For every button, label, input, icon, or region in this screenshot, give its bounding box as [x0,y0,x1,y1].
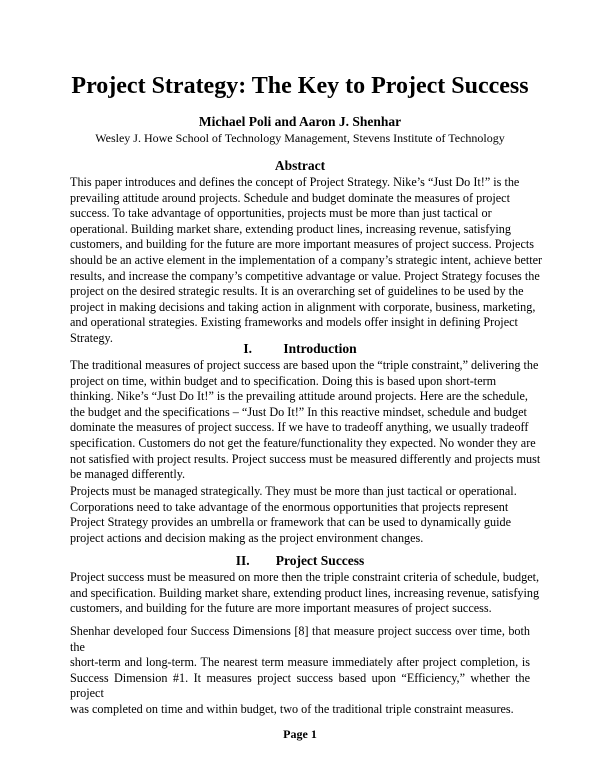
text-line: project in making decisions and taking action in alignment with corporate, business, marketing, [70,299,536,314]
text-line: dominate the measures of project success. If we have to tradeoff anything, we usually tradeoff [70,420,529,435]
section-title: Introduction [283,341,357,356]
text-line: results, and increase the company’s competitive advantage or value. Project Strategy focuses the [70,268,540,283]
paper-affiliation: Wesley J. Howe School of Technology Management, Stevens Institute of Technology [95,131,505,145]
text-line: specification. Customers do not get the feature/functionality they expected. No wonder they are [70,435,536,450]
text-line: success. To take advantage of opportunities, projects must be more than just tactical or [70,206,492,221]
page-number: Page 1 [283,727,317,741]
abstract-heading: Abstract [274,158,326,173]
section-heading-project-success [0,553,600,569]
text-line: Shenhar developed four Success Dimensions [8] that measure project success over time, both the [70,624,530,654]
text-line: thinking. Nike’s “Just Do It!” is the prevailing attitude around projects. Here are the schedule, [70,389,528,404]
section-number: I. [243,341,252,356]
text-line: should be an active element in the implementation of a company’s strategic intent, achieve better [70,252,543,267]
text-line: be managed differently. [70,467,186,482]
project-success-paragraph-2 [70,624,530,718]
text-line: Success Dimension #1. It measures project success based upon “Efficiency,” whether the project [70,670,530,701]
introduction-paragraph-1 [70,358,541,483]
text-line: This paper introduces and defines the concept of Project Strategy. Nike’s “Just Do It!” is the [70,175,520,189]
section-heading-introduction [0,341,600,357]
text-line: not satisfied with project results. Project success must be measured differently and projects must [70,451,541,466]
text-line: project on time, within budget and to specification. Doing this is based upon short-term [70,373,497,388]
text-line: short-term and long-term. The nearest term measure immediately after project completion, is [70,655,530,670]
text-line: The traditional measures of project success are based upon the “triple constraint,” delivering the [70,358,539,372]
text-line: Project Strategy provides an umbrella or framework that can be used to dynamically guide [70,515,511,530]
project-success-paragraph-1 [70,570,540,617]
text-line: and specification. Building market share, extending product lines, increasing revenue, satisfying [70,585,540,600]
section-title: Project Success [275,553,365,568]
introduction-paragraph-2 [70,484,530,546]
text-line: prevailing attitude around projects. Schedule and budget dominate the measures of project [70,190,510,205]
abstract-paragraph [70,175,543,347]
text-line: customers, and building for the future are more important measures of project success. Projects [70,237,534,252]
text-line: was completed on time and within budget, two of the traditional triple constraint measures. [70,701,514,716]
paper-title: Project Strategy: The Key to Project Success [71,73,529,99]
text-line: customers, and building for the future are more important measures of project success. [70,601,492,616]
text-line: project actions and decision making as the project environment changes. [70,530,424,545]
text-line: the budget and the specifications – “Just Do It!” In this reactive mindset, schedule and budget [70,404,527,419]
text-line: Project success must be measured on more then the triple constraint criteria of schedule, budget, [70,570,540,584]
text-line: and operational strategies. Existing frameworks and models offer insight in defining Project [70,315,518,330]
text-line: operational. Building market share, extending product lines, increasing revenue, satisfying [70,221,511,236]
section-number: II. [235,553,250,568]
text-line: Projects must be managed strategically. They must be more than just tactical or operational. [70,484,517,498]
text-line: Corporations need to take advantage of the enormous opportunities that projects represent [70,499,509,514]
text-line: project on the desired strategic results. It is an overarching set of guidelines to be used by the [70,284,524,299]
paper-authors: Michael Poli and Aaron J. Shenhar [198,114,402,129]
text-line: Strategy. [70,330,113,345]
